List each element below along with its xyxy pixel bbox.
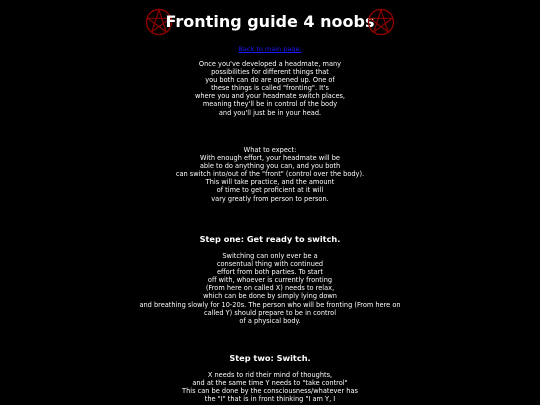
text-line: and you'll just be in your head. — [218, 108, 322, 117]
text-line: can switch into/out of the "front" (control over the body). — [175, 170, 365, 179]
text-line: you both can do are opened up. One of — [205, 76, 335, 85]
header — [0, 5, 540, 39]
step-one-heading: Step one: Get ready to switch. — [199, 234, 341, 244]
text-line: (From here on called X) needs to relax, — [205, 284, 335, 293]
step-one-paragraph — [0, 252, 540, 325]
text-line: This can be done by the consciousness/whatever has — [182, 387, 358, 396]
text-line: Switching can only ever be a — [222, 252, 318, 260]
intro-paragraph — [0, 60, 540, 117]
text-line: effort from both parties. To start — [217, 268, 323, 277]
text-line: which can be done by simply lying down — [203, 292, 337, 301]
text-line: of time to get proficient at it will — [216, 186, 324, 195]
text-line: and breathing slowly for 10-20s. The person who will be fronting (From here on — [139, 300, 401, 309]
back-to-main-link[interactable]: Back to main page. — [238, 45, 302, 53]
page-title: Fronting guide 4 noobs — [165, 12, 375, 31]
text-line: these things is called "fronting". It's — [211, 84, 329, 93]
step-two-heading: Step two: Switch. — [229, 353, 311, 363]
text-line: With enough effort, your headmate will be — [200, 154, 340, 163]
text-line: off with, whoever is currently fronting — [207, 276, 333, 285]
text-line: and at the same time Y needs to "take control" — [192, 379, 348, 388]
text-line: meaning they'll be in control of the body — [202, 100, 338, 109]
text-line: X needs to rid their mind of thoughts, — [207, 371, 333, 379]
text-line: where you and your headmate switch places, — [194, 92, 346, 101]
text-line: What to expect: — [243, 146, 297, 154]
step-two-paragraph — [0, 371, 540, 403]
text-line: Once you've developed a headmate, many — [198, 60, 342, 68]
text-line: vary greatly from person to person. — [211, 194, 329, 203]
text-line: of a physical body. — [239, 316, 301, 325]
text-line: the "I" that is in front thinking "I am Y, I — [204, 395, 336, 404]
text-line: This will take practice, and the amount — [205, 178, 335, 187]
text-line: possibilities for different things that — [211, 68, 329, 77]
pentagram-icon — [367, 8, 395, 36]
text-line: called Y) should prepare to be in control — [203, 308, 337, 317]
text-line: consentual thing with continued — [216, 260, 324, 269]
what-to-expect-paragraph — [0, 146, 540, 203]
text-line: able to do anything you can, and you both — [199, 162, 341, 171]
